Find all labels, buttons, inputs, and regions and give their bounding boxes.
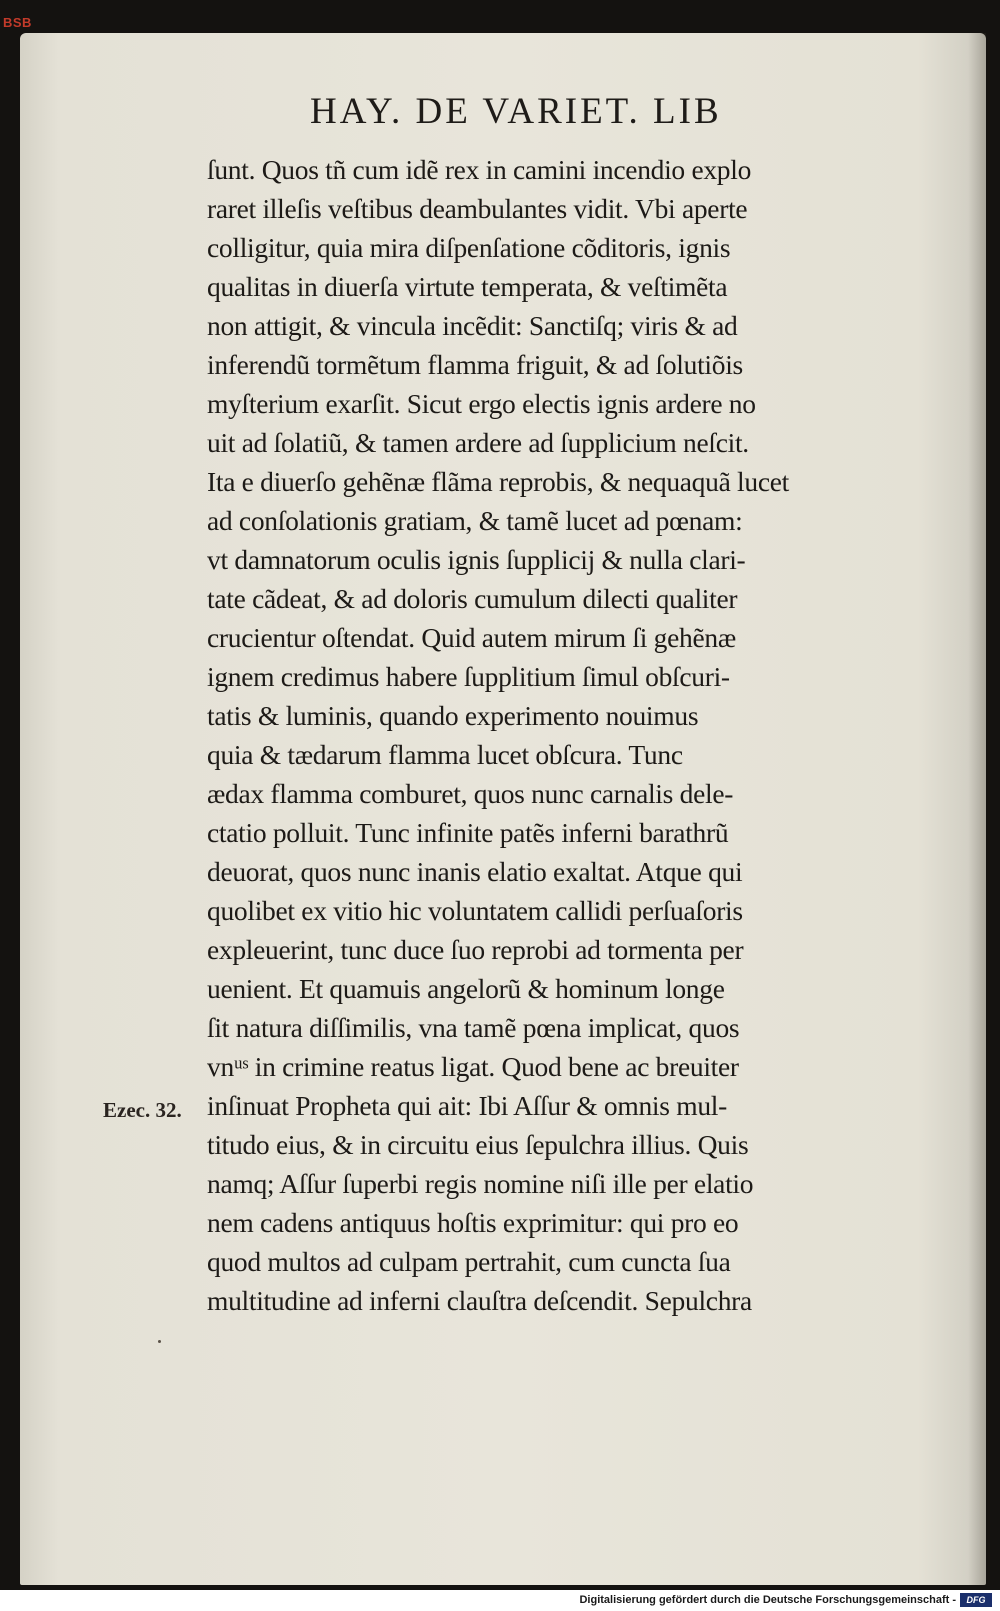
text-line: uit ad ſolatiũ, & tamen ardere ad ſupplicium neſcit.: [207, 427, 749, 458]
text-line: ædax flamma comburet, quos nunc carnalis dele-: [207, 778, 734, 809]
body-text: [207, 150, 927, 1320]
footer-credit: Digitalisierung gefördert durch die Deutsche Forschungsgemeinschaft -: [579, 1594, 956, 1606]
text-line: titudo eius, & in circuitu eius ſepulchra illius. Quis: [207, 1129, 749, 1160]
text-line: expleuerint, tunc duce ſuo reprobi ad tormenta per: [207, 934, 744, 965]
text-line: inſinuat Propheta qui ait: Ibi Aſſur & omnis mul-: [207, 1090, 727, 1121]
text-line: vnᵘˢ in crimine reatus ligat. Quod bene ac breuiter: [207, 1051, 739, 1082]
text-line: quolibet ex vitio hic voluntatem callidi perſuaſoris: [207, 895, 743, 926]
text-line: ſit natura diſſimilis, vna tamẽ pœna implicat, quos: [207, 1012, 740, 1043]
page-gutter-shadow: [968, 33, 986, 1585]
library-mark: BSB: [3, 15, 32, 30]
text-line: uenient. Et quamuis angelorũ & hominum longe: [207, 973, 725, 1004]
text-line: ignem credimus habere ſupplitium ſimul obſcuri-: [207, 661, 730, 692]
text-line: myſterium exarſit. Sicut ergo electis ignis ardere no: [207, 388, 756, 419]
text-line: ctatio polluit. Tunc infinite patẽs inferni barathrũ: [207, 817, 729, 848]
text-line: inferendũ tormẽtum flamma friguit, & ad ſolutiõis: [207, 349, 743, 380]
text-line: tatis & luminis, quando experimento nouimus: [207, 700, 699, 731]
running-head: HAY. DE VARIET. LIB: [310, 91, 722, 132]
text-line: ad conſolationis gratiam, & tamẽ lucet ad pœnam:: [207, 505, 743, 536]
text-line: tate cãdeat, & ad doloris cumulum dilecti qualiter: [207, 583, 738, 614]
text-line: quod multos ad culpam pertrahit, cum cuncta ſua: [207, 1246, 731, 1277]
text-line: non attigit, & vincula incẽdit: Sanctiſq; viris & ad: [207, 310, 738, 341]
text-line: deuorat, quos nunc inanis elatio exaltat. Atque qui: [207, 856, 743, 887]
text-line: qualitas in diuerſa virtute temperata, & veſtimẽta: [207, 271, 728, 302]
text-line: ſunt. Quos tñ cum idẽ rex in camini incendio explo: [207, 154, 752, 185]
text-line: raret illeſis veſtibus deambulantes vidit. Vbi aperte: [207, 193, 748, 224]
text-line: Ita e diuerſo gehẽnæ flãma reprobis, & nequaquã lucet: [207, 466, 789, 497]
footer-bar: [0, 1590, 1000, 1611]
text-line: nem cadens antiquus hoſtis exprimitur: qui pro eo: [207, 1207, 739, 1238]
dfg-logo: DFG: [960, 1593, 992, 1607]
text-line: vt damnatorum oculis ignis ſupplicij & nulla clari-: [207, 544, 746, 575]
text-line: crucientur oſtendat. Quid autem mirum ſi gehẽnæ: [207, 622, 736, 653]
text-line: quia & tædarum flamma lucet obſcura. Tunc: [207, 739, 683, 770]
margin-note-citation: Ezec. 32.: [103, 1098, 182, 1122]
ink-speck: [158, 1340, 161, 1343]
text-line: namq; Aſſur ſuperbi regis nomine niſi ille per elatio: [207, 1168, 754, 1199]
text-line: multitudine ad inferni clauſtra deſcendit. Sepulchra: [207, 1285, 752, 1316]
text-line: colligitur, quia mira diſpenſatione cõditoris, ignis: [207, 232, 731, 263]
